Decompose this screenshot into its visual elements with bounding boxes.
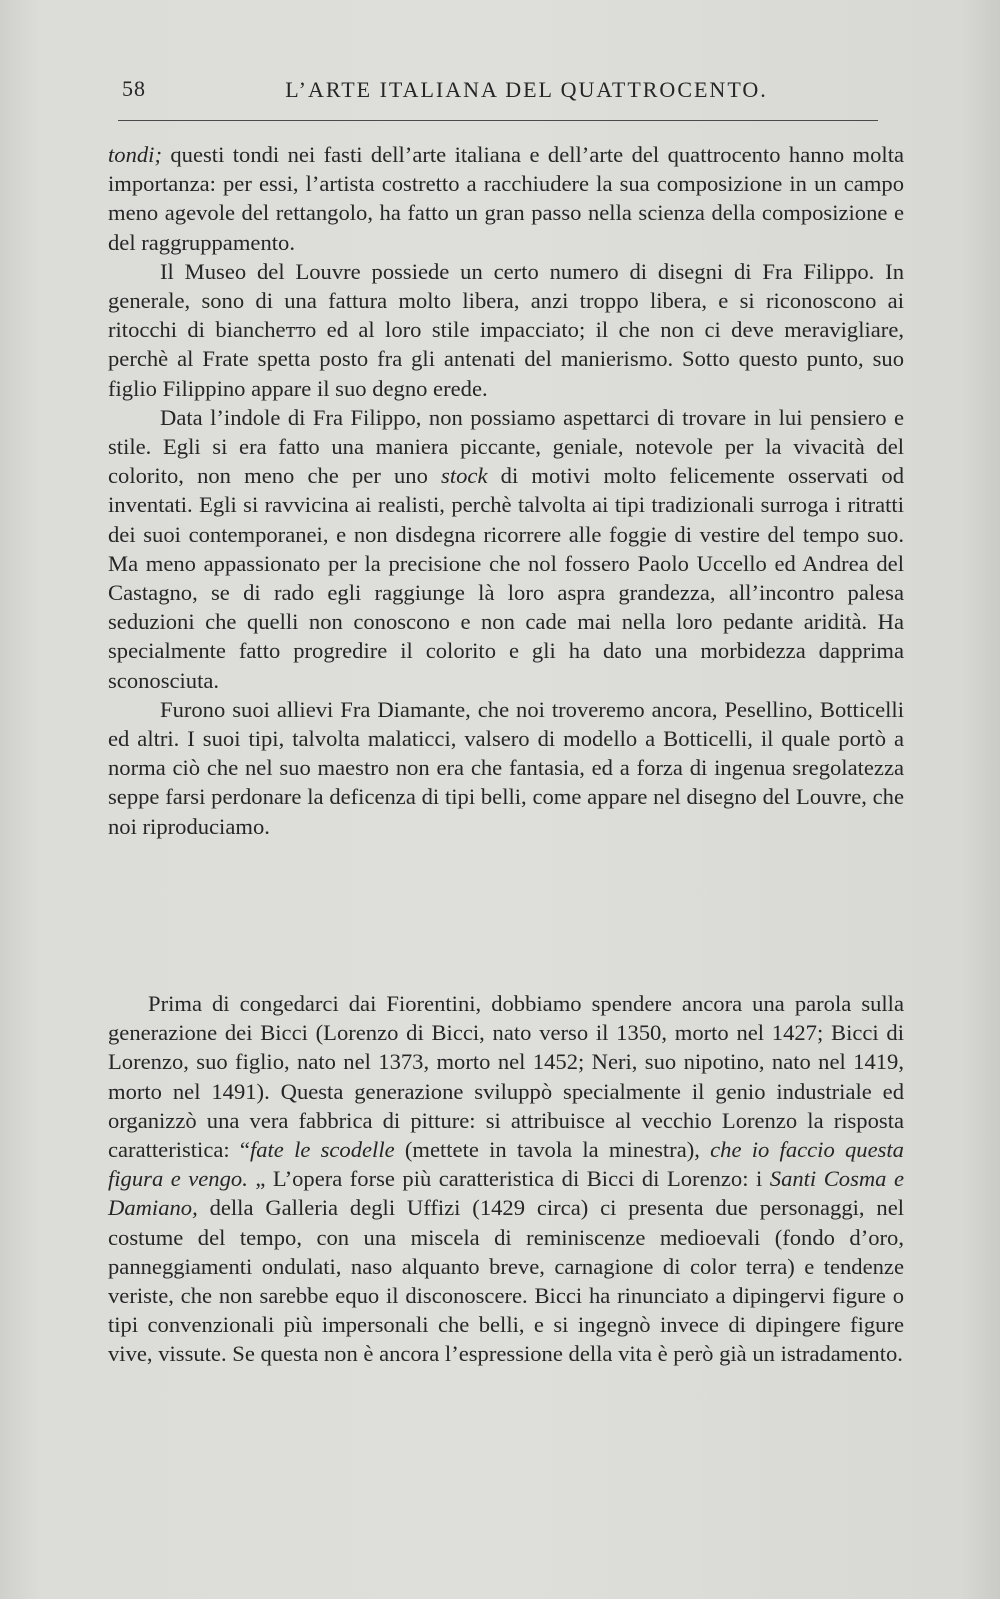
paragraph-louvre-drawings: Il Museo del Louvre possiede un certo numero di disegni di Fra Filippo. In generale, sono di una fattura molto libera, anzi troppo libera, e si riconoscono ai ritocchi di biancheтто ed al loro stile impacciato; il che non ci deve meravigliare, perchè al Frate spetta posto fra gli antenati del manierismo. Sotto questo punto, suo figlio Filippino appare il suo degno erede. — [108, 258, 904, 401]
paragraph-allievi: Furono suoi allievi Fra Diamante, che noi troveremo ancora, Pesellino, Botticelli ed altri. I suoi tipi, talvolta malaticci, valsero di modello a Botticelli, il quale portò a norma ciò che nel suo maestro non era che fantasia, ed a forza di ingenua sregolatezza seppe farsi perdonare la deficenza di tipi belli, come appare nel disegno del Louvre, che noi riproduciamo. — [108, 696, 904, 839]
header-rule — [118, 120, 878, 121]
italic-word-tondi: tondi; — [108, 142, 162, 167]
paragraph-bicci-text-3: „ L’opera forse più caratteristica di Bicci di Lorenzo: i — [247, 1166, 770, 1192]
page-number: 58 — [122, 76, 146, 101]
paragraph-bicci-text-4: della Galleria degli Uffizi (1429 circa) ci presenta due personaggi, nel costume del tempo, con una miscela di reminiscenze medioevali (fondo d’oro, panneggiamenti ondulati, naso alquanto breve, carnagione di color terra) e tendenze veriste, che non sarebbe equo il disconoscere. Bicci ha rinunciato a dipingervi figure o tipi convenzionali più impersonali che belli, e si ingegnò invece di dipingere figure vive, vissute. Se questa non è ancora l’espressione della vita è però già un istradamento. — [108, 1195, 904, 1367]
paragraph-indole — [108, 403, 904, 695]
paragraph-tondi-text: questi tondi nei fasti dell’arte italiana e dell’arte del quattrocento hanno molta importanza: per essi, l’artista costretto a racchiudere la sua composizione in un campo meno agevole del rettangolo, ha fatto un gran passo nella scienza della composizione e del raggruppamento. — [108, 142, 904, 255]
running-title: L’ARTE ITALIANA DEL QUATTROCENTO. — [285, 77, 768, 102]
paragraph-bicci — [108, 989, 904, 1369]
italic-quote-figura: che io faccio questa figura e vengo. — [108, 1137, 904, 1192]
text-block-bicci — [108, 989, 904, 1369]
italic-title-santi: Santi Cosma e Damiano, — [108, 1166, 904, 1221]
italic-word-stock: stock — [441, 463, 488, 489]
paragraph-indole-text-2: di motivi molto felicemente osservati od inventati. Egli si ravvicina ai realisti, perchè talvolta ai tipi tradizionali surroga i ritratti dei suoi contemporanei, e non disdegna ricorrere alle foggie di vestire del tempo suo. Ma meno appassionato per la precisione che nol fossero Paolo Uccello ed Andrea del Castagno, se di rado egli raggiunge là loro aspra grandezza, all’incontro palesa seduzioni che quelli non conoscono e non cade mai nella loro pedante aridità. Ha specialmente fatto progredire il colorito e gli ha dato una morbidezza dapprima sconosciuta. — [108, 463, 904, 693]
paragraph-bicci-text-2: (mettete in tavola la minestra), — [394, 1137, 711, 1163]
paragraph-tondi — [108, 140, 904, 257]
paragraph-indole-text-1: Data l’indole di Fra Filippo, non possiamo aspettarci di trovare in lui pensiero e stile. Egli si era fatto una maniera piccante, geniale, notevole per la vivacità del colorito, non meno che per uno — [108, 404, 904, 489]
text-block-fra-filippo — [108, 140, 904, 841]
paragraph-bicci-text-1: Prima di congedarci dai Fiorentini, dobbiamo spendere ancora una parola sulla generazione dei Bicci (Lorenzo di Bicci, nato verso il 1350, morto nel 1427; Bicci di Lorenzo, suo figlio, nato nel 1373, morto nel 1452; Neri, suo nipotino, nato nel 1419, morto nel 1491). Questa generazione sviluppò specialmente il genio industriale ed organizzò una vera fabbrica di pitture: si attribuisce al vecchio Lorenzo la risposta caratteristica: “ — [108, 991, 904, 1163]
italic-quote-scodelle: fate le scodelle — [249, 1137, 395, 1163]
page-header — [118, 70, 890, 110]
